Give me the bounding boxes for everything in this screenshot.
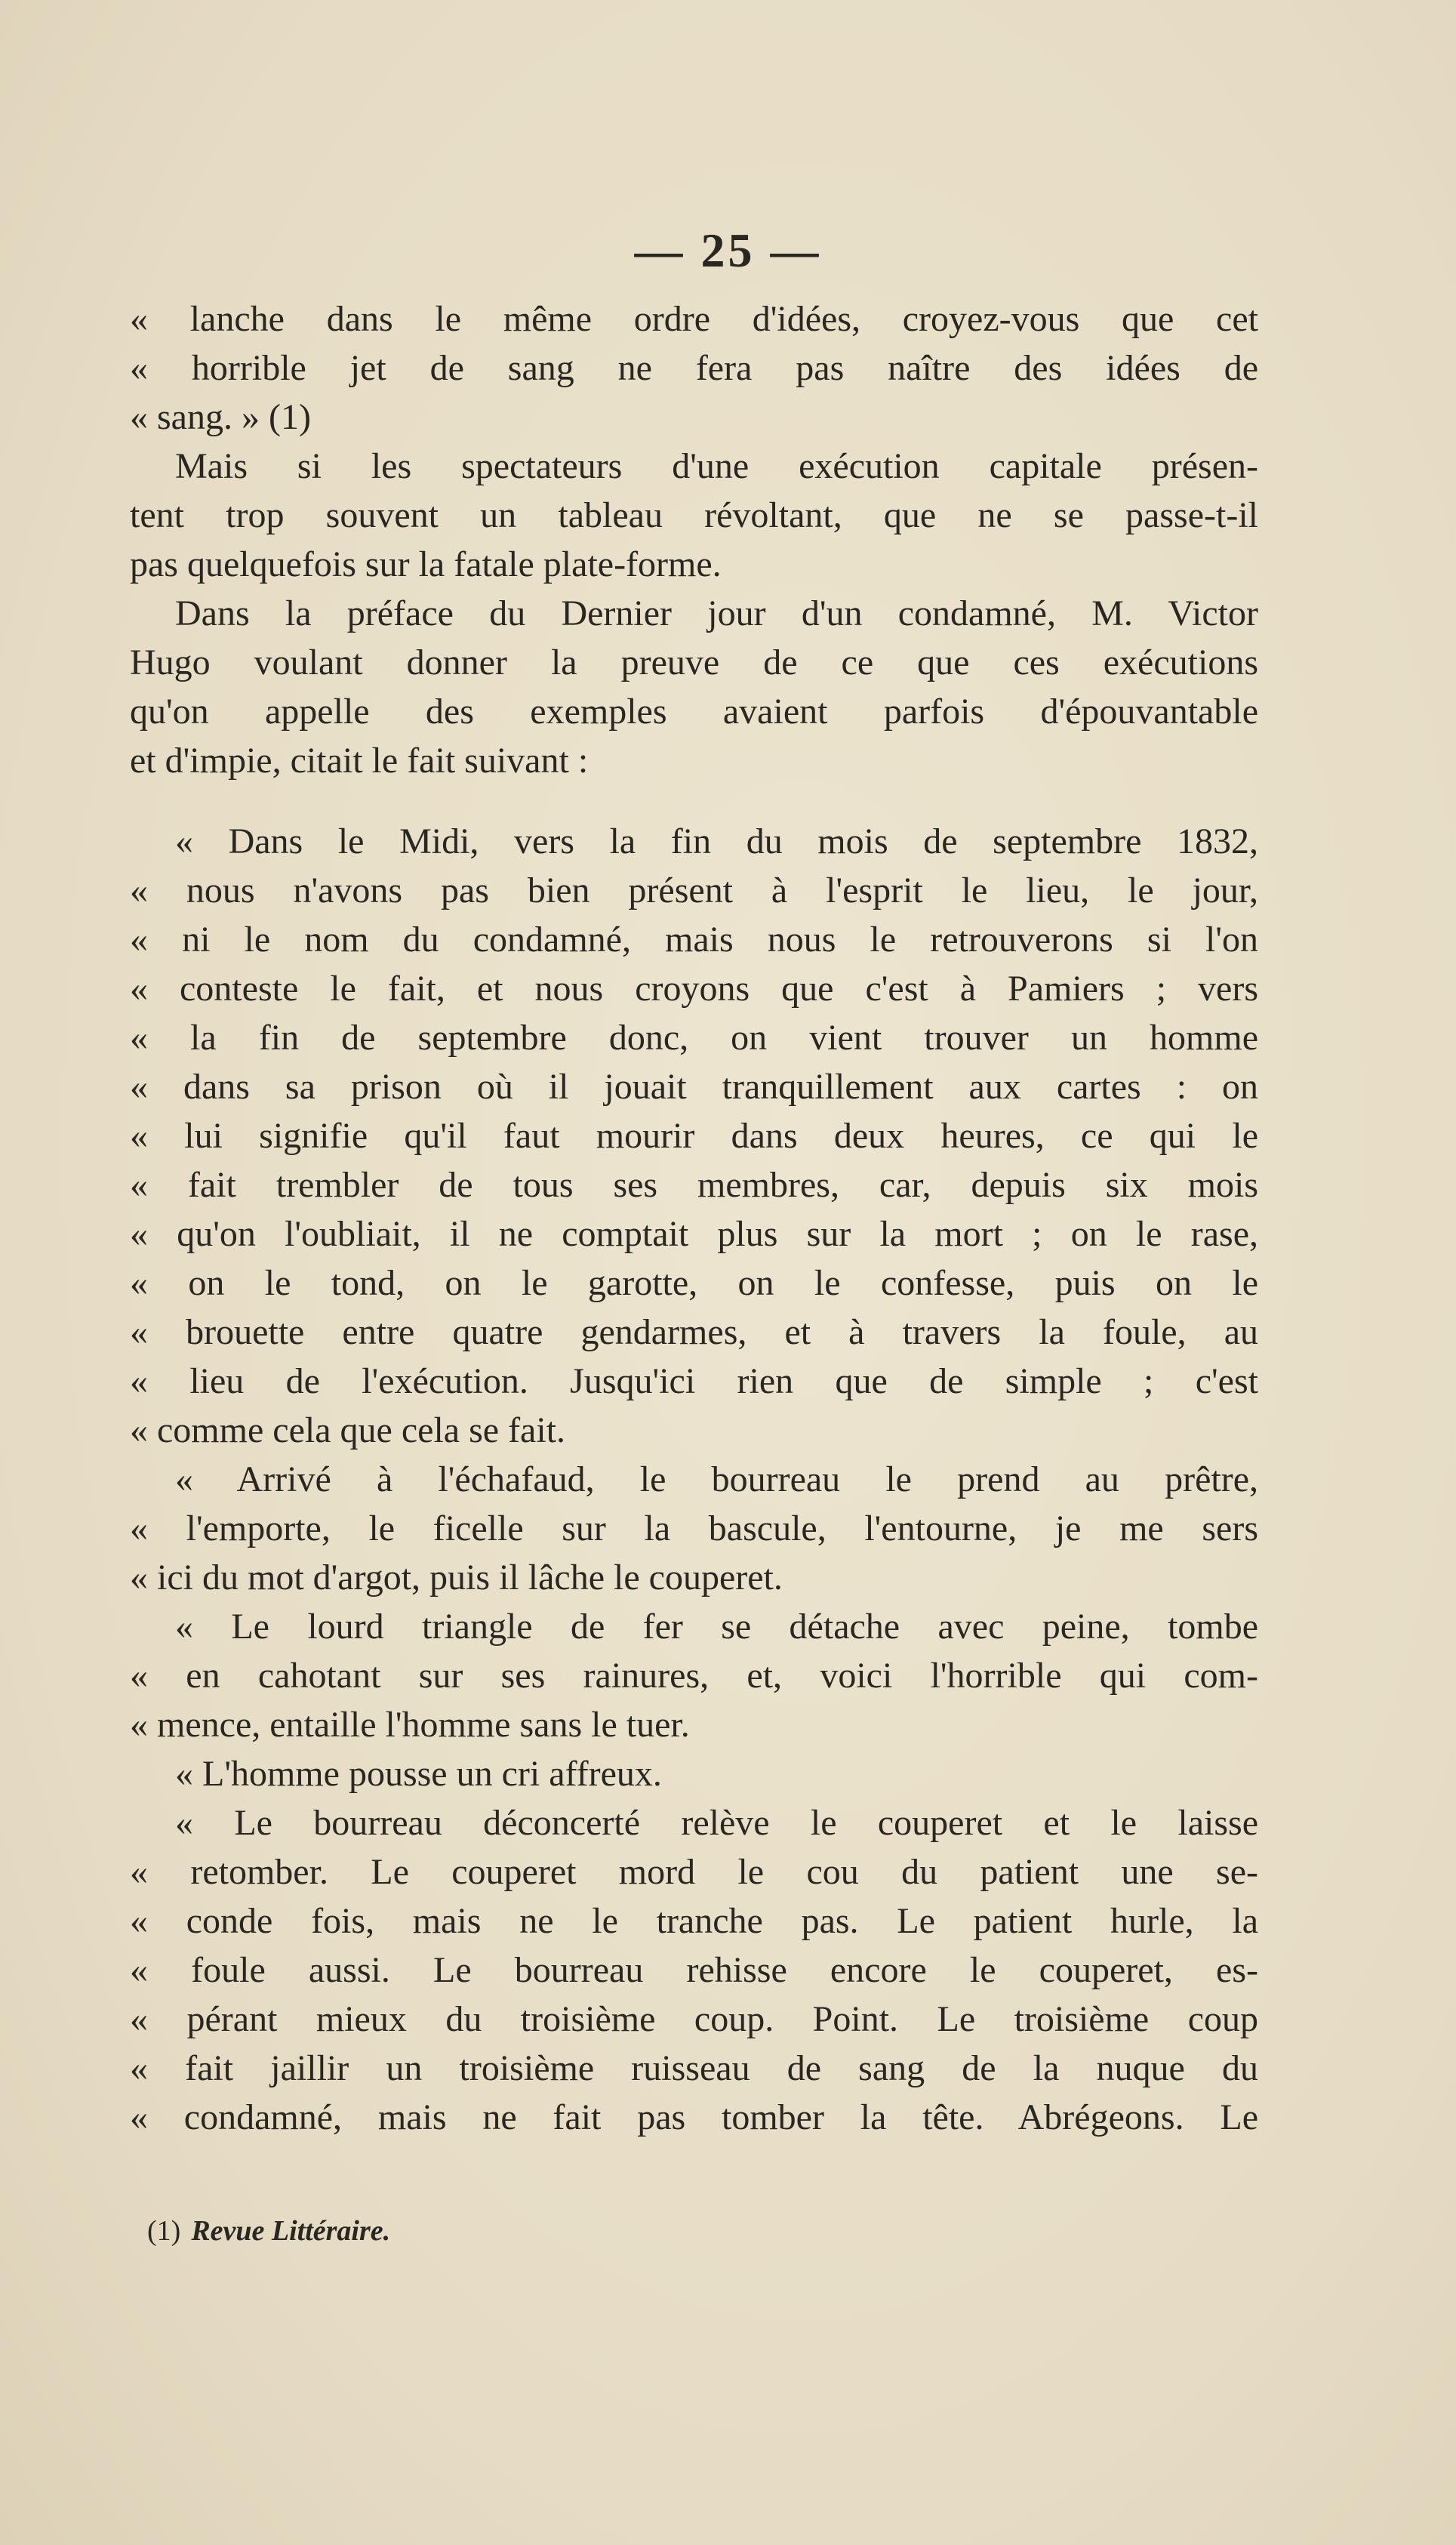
text-line: « ici du mot d'argot, puis il lâche le couperet. — [130, 1558, 783, 1598]
text-line: « qu'on l'oubliait, il ne comptait plus sur la mort ; on le rase, — [130, 1214, 1258, 1254]
text-line: « lieu de l'exécution. Jusqu'ici rien que de simple ; c'est — [130, 1361, 1258, 1401]
text-line: « sang. » (1) — [130, 397, 311, 437]
text-line: « Arrivé à l'échafaud, le bourreau le prend au prêtre, — [175, 1459, 1258, 1499]
text-line: « condamné, mais ne fait pas tomber la tête. Abrégeons. Le — [130, 2097, 1258, 2137]
text-line: « conde fois, mais ne le tranche pas. Le patient hurle, la — [130, 1901, 1258, 1941]
text-line: « dans sa prison où il jouait tranquillement aux cartes : on — [130, 1067, 1258, 1107]
text-line: « lanche dans le même ordre d'idées, croyez-vous que cet — [130, 299, 1258, 339]
text-line: « fait jaillir un troisième ruisseau de sang de la nuque du — [130, 2048, 1258, 2088]
paragraph-gap — [130, 785, 1258, 817]
text-line: « en cahotant sur ses rainures, et, voici l'horrible qui com- — [130, 1656, 1258, 1696]
text-line: « foule aussi. Le bourreau rehisse encore le couperet, es- — [130, 1950, 1258, 1990]
page-number: — 25 — — [634, 223, 822, 277]
text-line: « brouette entre quatre gendarmes, et à travers la foule, au — [130, 1312, 1258, 1352]
text-line: « Le lourd triangle de fer se détache avec peine, tombe — [175, 1607, 1258, 1647]
text-line: « mence, entaille l'homme sans le tuer. — [130, 1705, 690, 1745]
text-line: « la fin de septembre donc, on vient trouver un homme — [130, 1018, 1258, 1058]
text-line: « fait trembler de tous ses membres, car, depuis six mois — [130, 1165, 1258, 1205]
text-line: « conteste le fait, et nous croyons que c'est à Pamiers ; vers — [130, 969, 1258, 1009]
text-line: « Dans le Midi, vers la fin du mois de septembre 1832, — [175, 821, 1258, 861]
text-line: Dans la préface du Dernier jour d'un condamné, M. Victor — [175, 593, 1258, 633]
text-line: « retomber. Le couperet mord le cou du patient une se- — [130, 1852, 1258, 1892]
text-line: « L'homme pousse un cri affreux. — [175, 1754, 662, 1794]
text-line: « pérant mieux du troisième coup. Point. Le troisième coup — [130, 1999, 1258, 2039]
text-line: « on le tond, on le garotte, on le confesse, puis on le — [130, 1263, 1258, 1303]
text-line: qu'on appelle des exemples avaient parfois d'épouvantable — [130, 692, 1258, 732]
text-line: « nous n'avons pas bien présent à l'esprit le lieu, le jour, — [130, 870, 1258, 910]
text-line: et d'impie, citait le fait suivant : — [130, 741, 589, 781]
body-text — [130, 294, 1258, 2142]
text-line: Hugo voulant donner la preuve de ce que ces exécutions — [130, 642, 1258, 682]
text-line: Mais si les spectateurs d'une exécution capitale présen- — [175, 446, 1258, 486]
text-line: « lui signifie qu'il faut mourir dans deux heures, ce qui le — [130, 1116, 1258, 1156]
text-line: tent trop souvent un tableau révoltant, que ne se passe-t-il — [130, 495, 1258, 535]
footnote-mark: (1) — [147, 2215, 181, 2247]
footnote-source: Revue Littéraire. — [191, 2215, 391, 2247]
text-line: « ni le nom du condamné, mais nous le retrouverons si l'on — [130, 920, 1258, 960]
text-line: pas quelquefois sur la fatale plate-forme. — [130, 544, 722, 584]
footnote — [147, 2212, 390, 2250]
text-line: « horrible jet de sang ne fera pas naître des idées de — [130, 348, 1258, 388]
text-line: « l'emporte, le ficelle sur la bascule, l'entourne, je me sers — [130, 1508, 1258, 1548]
text-line: « comme cela que cela se fait. — [130, 1410, 566, 1450]
text-line: « Le bourreau déconcerté relève le couperet et le laisse — [175, 1803, 1258, 1843]
